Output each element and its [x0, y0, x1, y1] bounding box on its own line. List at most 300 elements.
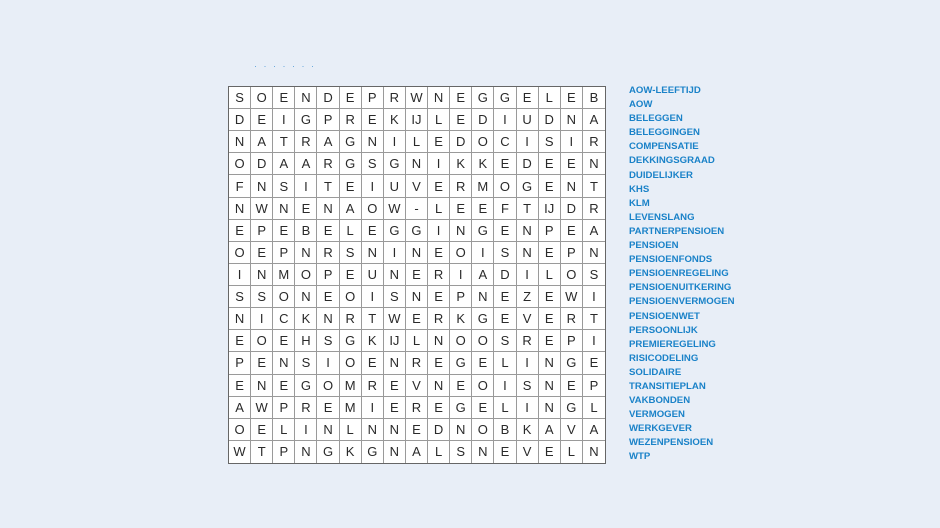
grid-cell[interactable]: A: [472, 264, 494, 286]
grid-cell[interactable]: O: [340, 352, 362, 374]
grid-cell[interactable]: D: [450, 131, 472, 153]
grid-cell[interactable]: N: [362, 131, 384, 153]
grid-cell[interactable]: E: [251, 242, 273, 264]
grid-cell[interactable]: -: [406, 198, 428, 220]
grid-cell[interactable]: E: [561, 220, 583, 242]
grid-cell[interactable]: I: [362, 397, 384, 419]
grid-cell[interactable]: N: [472, 286, 494, 308]
grid-cell[interactable]: S: [494, 242, 516, 264]
grid-cell[interactable]: L: [406, 131, 428, 153]
grid-cell[interactable]: G: [362, 441, 384, 463]
grid-cell[interactable]: P: [539, 220, 561, 242]
grid-cell[interactable]: O: [251, 330, 273, 352]
grid-cell[interactable]: G: [317, 441, 339, 463]
grid-cell[interactable]: E: [295, 198, 317, 220]
grid-cell[interactable]: G: [561, 397, 583, 419]
grid-cell[interactable]: N: [539, 375, 561, 397]
grid-cell[interactable]: S: [362, 153, 384, 175]
grid-cell[interactable]: W: [384, 308, 406, 330]
grid-cell[interactable]: G: [472, 87, 494, 109]
grid-cell[interactable]: E: [340, 175, 362, 197]
grid-cell[interactable]: N: [317, 198, 339, 220]
grid-cell[interactable]: W: [251, 198, 273, 220]
word-list-item: PREMIEREGELING: [629, 338, 716, 350]
grid-cell[interactable]: E: [317, 286, 339, 308]
grid-cell[interactable]: W: [406, 87, 428, 109]
grid-cell[interactable]: P: [251, 220, 273, 242]
grid-cell[interactable]: O: [472, 419, 494, 441]
grid-cell[interactable]: R: [362, 375, 384, 397]
grid-cell[interactable]: N: [472, 441, 494, 463]
grid-cell[interactable]: H: [295, 330, 317, 352]
grid-cell[interactable]: R: [406, 397, 428, 419]
grid-cell[interactable]: E: [539, 308, 561, 330]
grid-cell[interactable]: N: [384, 264, 406, 286]
grid-cell[interactable]: E: [251, 109, 273, 131]
grid-cell[interactable]: N: [362, 242, 384, 264]
grid-cell[interactable]: E: [384, 397, 406, 419]
grid-cell[interactable]: E: [273, 375, 295, 397]
grid-cell[interactable]: L: [340, 419, 362, 441]
grid-cell[interactable]: N: [295, 286, 317, 308]
grid-cell[interactable]: N: [229, 198, 251, 220]
word-list-item: PENSIOENREGELING: [629, 268, 729, 280]
grid-cell[interactable]: E: [494, 308, 516, 330]
grid-cell[interactable]: S: [295, 352, 317, 374]
grid-cell[interactable]: P: [561, 330, 583, 352]
grid-cell[interactable]: N: [251, 375, 273, 397]
grid-cell[interactable]: T: [583, 308, 605, 330]
grid-cell[interactable]: I: [295, 419, 317, 441]
word-list-item: PENSIOENVERMOGEN: [629, 296, 735, 308]
grid-cell[interactable]: S: [517, 375, 539, 397]
grid-cell[interactable]: K: [450, 153, 472, 175]
grid-cell[interactable]: IJ: [539, 198, 561, 220]
grid-cell[interactable]: O: [450, 330, 472, 352]
grid-cell[interactable]: D: [561, 198, 583, 220]
grid-cell[interactable]: N: [295, 87, 317, 109]
grid-cell[interactable]: R: [295, 131, 317, 153]
grid-cell[interactable]: P: [561, 242, 583, 264]
grid-cell[interactable]: N: [317, 308, 339, 330]
grid-cell[interactable]: S: [229, 87, 251, 109]
grid-cell[interactable]: T: [251, 441, 273, 463]
grid-cell[interactable]: U: [384, 175, 406, 197]
grid-cell[interactable]: E: [472, 198, 494, 220]
grid-cell[interactable]: B: [494, 419, 516, 441]
grid-cell[interactable]: I: [362, 286, 384, 308]
grid-cell[interactable]: E: [428, 175, 450, 197]
grid-cell[interactable]: A: [251, 131, 273, 153]
grid-cell[interactable]: R: [517, 330, 539, 352]
grid-cell[interactable]: N: [589, 444, 599, 460]
grid-cell[interactable]: E: [362, 109, 384, 131]
grid-cell[interactable]: L: [583, 397, 605, 419]
grid-cell[interactable]: I: [517, 131, 539, 153]
grid-cell[interactable]: E: [472, 397, 494, 419]
grid-cell[interactable]: R: [317, 242, 339, 264]
grid-cell[interactable]: G: [472, 220, 494, 242]
grid-cell[interactable]: E: [317, 220, 339, 242]
grid-cell[interactable]: W: [251, 397, 273, 419]
grid-cell[interactable]: M: [472, 175, 494, 197]
grid-cell[interactable]: S: [583, 264, 605, 286]
grid-cell[interactable]: A: [317, 131, 339, 153]
grid-cell[interactable]: E: [428, 352, 450, 374]
grid-cell[interactable]: G: [450, 352, 472, 374]
grid-cell[interactable]: L: [494, 397, 516, 419]
grid-cell[interactable]: N: [273, 352, 295, 374]
grid-cell[interactable]: S: [450, 441, 472, 463]
grid-cell[interactable]: E: [450, 198, 472, 220]
grid-cell[interactable]: S: [340, 242, 362, 264]
grid-cell[interactable]: K: [295, 308, 317, 330]
grid-cell[interactable]: N: [428, 330, 450, 352]
grid-cell[interactable]: I: [517, 397, 539, 419]
grid-cell[interactable]: E: [340, 87, 362, 109]
grid-cell[interactable]: U: [517, 109, 539, 131]
grid-cell[interactable]: O: [362, 198, 384, 220]
grid-cell[interactable]: E: [428, 397, 450, 419]
grid-cell[interactable]: N: [406, 153, 428, 175]
grid-cell[interactable]: N: [273, 198, 295, 220]
word-list-item: TRANSITIEPLAN: [629, 380, 706, 392]
grid-cell[interactable]: O: [229, 419, 251, 441]
grid-cell[interactable]: I: [494, 375, 516, 397]
grid-cell[interactable]: E: [406, 419, 428, 441]
grid-cell[interactable]: K: [340, 441, 362, 463]
grid-cell[interactable]: T: [362, 308, 384, 330]
grid-cell[interactable]: E: [561, 153, 583, 175]
grid-cell[interactable]: S: [384, 286, 406, 308]
grid-cell[interactable]: N: [450, 220, 472, 242]
grid-cell[interactable]: N: [517, 220, 539, 242]
grid-cell[interactable]: A: [340, 198, 362, 220]
grid-cell[interactable]: E: [561, 375, 583, 397]
grid-cell[interactable]: P: [273, 397, 295, 419]
grid-cell[interactable]: N: [229, 308, 251, 330]
grid-cell[interactable]: E: [406, 308, 428, 330]
grid-cell[interactable]: E: [494, 153, 516, 175]
grid-cell[interactable]: K: [517, 419, 539, 441]
grid-cell[interactable]: E: [428, 286, 450, 308]
grid-cell[interactable]: E: [472, 352, 494, 374]
grid-cell[interactable]: I: [583, 330, 605, 352]
grid-cell[interactable]: I: [273, 109, 295, 131]
grid-cell[interactable]: O: [273, 286, 295, 308]
grid-cell[interactable]: R: [295, 397, 317, 419]
grid-cell[interactable]: K: [384, 109, 406, 131]
grid-cell[interactable]: L: [273, 419, 295, 441]
grid-cell[interactable]: I: [450, 264, 472, 286]
grid-cell[interactable]: V: [561, 419, 583, 441]
grid-cell[interactable]: E: [494, 220, 516, 242]
grid-cell[interactable]: R: [384, 87, 406, 109]
grid-cell[interactable]: E: [494, 441, 516, 463]
grid-cell[interactable]: C: [494, 131, 516, 153]
grid-cell[interactable]: T: [273, 131, 295, 153]
grid-cell[interactable]: L: [561, 441, 583, 463]
grid-cell[interactable]: I: [517, 264, 539, 286]
grid-cell[interactable]: G: [295, 109, 317, 131]
grid-cell[interactable]: I: [384, 242, 406, 264]
grid-cell[interactable]: A: [229, 397, 251, 419]
grid-cell[interactable]: R: [450, 175, 472, 197]
grid-cell[interactable]: IJ: [384, 330, 406, 352]
grid-cell[interactable]: N: [229, 131, 251, 153]
grid-cell[interactable]: M: [340, 397, 362, 419]
grid-cell[interactable]: F: [494, 198, 516, 220]
grid-cell[interactable]: I: [384, 131, 406, 153]
grid-cell[interactable]: S: [251, 286, 273, 308]
grid-cell[interactable]: E: [494, 286, 516, 308]
grid-cell[interactable]: N: [517, 242, 539, 264]
grid-cell[interactable]: E: [450, 87, 472, 109]
grid-cell[interactable]: N: [583, 242, 605, 264]
grid-cell[interactable]: IJ: [406, 109, 428, 131]
grid-cell[interactable]: D: [251, 153, 273, 175]
grid-cell[interactable]: T: [517, 198, 539, 220]
grid-cell[interactable]: I: [583, 286, 605, 308]
grid-cell[interactable]: N: [583, 153, 605, 175]
grid-cell[interactable]: W: [229, 441, 251, 463]
grid-cell[interactable]: O: [472, 375, 494, 397]
grid-cell[interactable]: I: [251, 308, 273, 330]
grid-cell[interactable]: P: [229, 352, 251, 374]
grid-cell[interactable]: E: [539, 153, 561, 175]
grid-cell[interactable]: G: [494, 87, 516, 109]
grid-cell[interactable]: N: [251, 175, 273, 197]
grid-cell[interactable]: S: [229, 286, 251, 308]
grid-cell[interactable]: R: [428, 308, 450, 330]
grid-cell[interactable]: L: [428, 441, 450, 463]
grid-cell[interactable]: L: [428, 198, 450, 220]
word-list-item: SOLIDAIRE: [629, 366, 682, 378]
grid-cell[interactable]: E: [229, 220, 251, 242]
grid-cell[interactable]: I: [428, 153, 450, 175]
grid-cell[interactable]: E: [539, 330, 561, 352]
grid-cell[interactable]: T: [583, 175, 605, 197]
grid-cell[interactable]: D: [317, 87, 339, 109]
grid-cell[interactable]: N: [406, 286, 428, 308]
grid-cell[interactable]: R: [583, 198, 605, 220]
grid-cell[interactable]: G: [295, 375, 317, 397]
grid-cell[interactable]: V: [517, 308, 539, 330]
grid-cell[interactable]: I: [472, 242, 494, 264]
grid-cell[interactable]: E: [273, 330, 295, 352]
grid-cell[interactable]: M: [273, 264, 295, 286]
grid-cell[interactable]: E: [229, 375, 251, 397]
grid-cell[interactable]: E: [251, 352, 273, 374]
grid-cell[interactable]: L: [539, 264, 561, 286]
grid-cell[interactable]: C: [273, 308, 295, 330]
grid-cell[interactable]: G: [406, 220, 428, 242]
grid-cell[interactable]: O: [229, 153, 251, 175]
grid-cell[interactable]: V: [406, 175, 428, 197]
grid-cell[interactable]: I: [229, 264, 251, 286]
grid-cell[interactable]: O: [472, 131, 494, 153]
grid-cell[interactable]: D: [517, 153, 539, 175]
grid-cell[interactable]: E: [340, 264, 362, 286]
grid-cell[interactable]: G: [472, 308, 494, 330]
grid-cell[interactable]: G: [340, 131, 362, 153]
grid-cell[interactable]: I: [561, 131, 583, 153]
grid-cell[interactable]: N: [428, 375, 450, 397]
grid-cell[interactable]: R: [340, 308, 362, 330]
grid-cell[interactable]: S: [273, 175, 295, 197]
grid-cell[interactable]: O: [317, 375, 339, 397]
grid-cell[interactable]: E: [517, 87, 539, 109]
grid-cell[interactable]: N: [450, 419, 472, 441]
grid-cell[interactable]: R: [406, 352, 428, 374]
grid-cell[interactable]: O: [229, 242, 251, 264]
grid-cell[interactable]: B: [295, 220, 317, 242]
grid-cell[interactable]: E: [561, 87, 583, 109]
grid-cell[interactable]: O: [561, 264, 583, 286]
grid-cell[interactable]: E: [450, 109, 472, 131]
grid-cell[interactable]: A: [583, 220, 605, 242]
grid-cell[interactable]: O: [340, 286, 362, 308]
grid-cell[interactable]: O: [472, 330, 494, 352]
grid-cell[interactable]: A: [406, 441, 428, 463]
grid-cell[interactable]: E: [539, 441, 561, 463]
grid-cell[interactable]: Z: [517, 286, 539, 308]
grid-cell[interactable]: I: [428, 220, 450, 242]
grid-cell[interactable]: N: [317, 419, 339, 441]
word-list-item: RISICODELING: [629, 352, 699, 364]
grid-cell[interactable]: R: [583, 131, 605, 153]
grid-cell[interactable]: U: [362, 264, 384, 286]
grid-cell[interactable]: V: [406, 375, 428, 397]
grid-cell[interactable]: P: [362, 87, 384, 109]
grid-cell[interactable]: O: [450, 242, 472, 264]
grid-cell[interactable]: E: [539, 175, 561, 197]
grid-cell[interactable]: V: [517, 441, 539, 463]
grid-cell[interactable]: G: [517, 175, 539, 197]
grid-cell[interactable]: N: [295, 242, 317, 264]
grid-cell[interactable]: I: [517, 352, 539, 374]
grid-cell[interactable]: G: [340, 153, 362, 175]
grid-cell[interactable]: N: [384, 352, 406, 374]
grid-cell[interactable]: D: [229, 109, 251, 131]
grid-cell[interactable]: E: [273, 87, 295, 109]
grid-cell[interactable]: I: [494, 109, 516, 131]
grid-cell[interactable]: E: [362, 220, 384, 242]
grid-cell[interactable]: E: [251, 419, 273, 441]
grid-cell[interactable]: P: [273, 441, 295, 463]
grid-cell[interactable]: K: [472, 153, 494, 175]
grid-cell[interactable]: R: [561, 308, 583, 330]
grid-cell[interactable]: P: [317, 264, 339, 286]
grid-cell[interactable]: W: [384, 198, 406, 220]
grid-cell[interactable]: G: [340, 330, 362, 352]
grid-cell[interactable]: E: [362, 352, 384, 374]
grid-cell[interactable]: A: [583, 109, 605, 131]
grid-cell[interactable]: E: [583, 352, 605, 374]
grid-cell[interactable]: D: [428, 419, 450, 441]
grid-cell[interactable]: S: [494, 330, 516, 352]
grid-cell[interactable]: O: [295, 264, 317, 286]
grid-cell[interactable]: N: [384, 441, 406, 463]
grid-cell[interactable]: W: [561, 286, 583, 308]
word-list-item: PENSIOENUITKERING: [629, 282, 732, 294]
grid-cell[interactable]: D: [494, 264, 516, 286]
word-search-grid: [228, 86, 606, 464]
grid-cell[interactable]: E: [406, 264, 428, 286]
grid-cell[interactable]: D: [539, 109, 561, 131]
grid-cell[interactable]: F: [229, 175, 251, 197]
grid-cell[interactable]: I: [317, 352, 339, 374]
grid-cell[interactable]: N: [428, 87, 450, 109]
grid-cell[interactable]: N: [295, 441, 317, 463]
grid-cell[interactable]: L: [494, 352, 516, 374]
grid-cell[interactable]: N: [384, 419, 406, 441]
grid-cell[interactable]: K: [450, 308, 472, 330]
grid-cell[interactable]: E: [428, 131, 450, 153]
grid-cell[interactable]: R: [428, 264, 450, 286]
grid-cell[interactable]: N: [561, 109, 583, 131]
grid-cell[interactable]: G: [384, 153, 406, 175]
grid-cell[interactable]: E: [317, 397, 339, 419]
grid-cell[interactable]: E: [229, 330, 251, 352]
grid-cell[interactable]: E: [273, 220, 295, 242]
grid-cell[interactable]: G: [450, 397, 472, 419]
grid-cell[interactable]: E: [539, 286, 561, 308]
grid-cell[interactable]: N: [539, 352, 561, 374]
grid-cell[interactable]: T: [317, 175, 339, 197]
grid-cell[interactable]: P: [317, 109, 339, 131]
grid-cell[interactable]: E: [384, 375, 406, 397]
grid-cell[interactable]: E: [450, 375, 472, 397]
grid-cell[interactable]: M: [340, 375, 362, 397]
word-list-item: AOW: [629, 99, 653, 111]
grid-cell[interactable]: A: [583, 419, 605, 441]
grid-cell[interactable]: I: [362, 175, 384, 197]
grid-cell[interactable]: A: [273, 153, 295, 175]
grid-cell[interactable]: O: [251, 87, 273, 109]
grid-cell[interactable]: L: [539, 87, 561, 109]
word-list-item: PENSIOENWET: [629, 310, 700, 322]
grid-cell[interactable]: G: [384, 220, 406, 242]
grid-cell[interactable]: E: [428, 242, 450, 264]
grid-cell[interactable]: P: [273, 242, 295, 264]
grid-cell[interactable]: S: [317, 330, 339, 352]
grid-cell[interactable]: A: [539, 419, 561, 441]
grid-cell[interactable]: E: [539, 242, 561, 264]
grid-cell[interactable]: N: [539, 397, 561, 419]
grid-cell[interactable]: P: [450, 286, 472, 308]
grid-cell[interactable]: I: [295, 175, 317, 197]
grid-cell[interactable]: G: [561, 352, 583, 374]
grid-cell[interactable]: R: [317, 153, 339, 175]
grid-cell[interactable]: B: [583, 87, 605, 109]
grid-cell[interactable]: L: [340, 220, 362, 242]
grid-cell[interactable]: N: [251, 264, 273, 286]
grid-cell[interactable]: A: [295, 153, 317, 175]
grid-cell[interactable]: L: [406, 330, 428, 352]
grid-cell[interactable]: O: [494, 175, 516, 197]
grid-cell[interactable]: N: [362, 419, 384, 441]
grid-cell[interactable]: N: [406, 242, 428, 264]
grid-cell[interactable]: P: [583, 375, 605, 397]
grid-cell[interactable]: K: [362, 330, 384, 352]
grid-cell[interactable]: S: [539, 131, 561, 153]
grid-cell[interactable]: R: [340, 109, 362, 131]
grid-cell[interactable]: D: [472, 109, 494, 131]
grid-cell[interactable]: N: [561, 175, 583, 197]
word-list-item: VERMOGEN: [629, 409, 685, 421]
grid-cell[interactable]: L: [428, 109, 450, 131]
